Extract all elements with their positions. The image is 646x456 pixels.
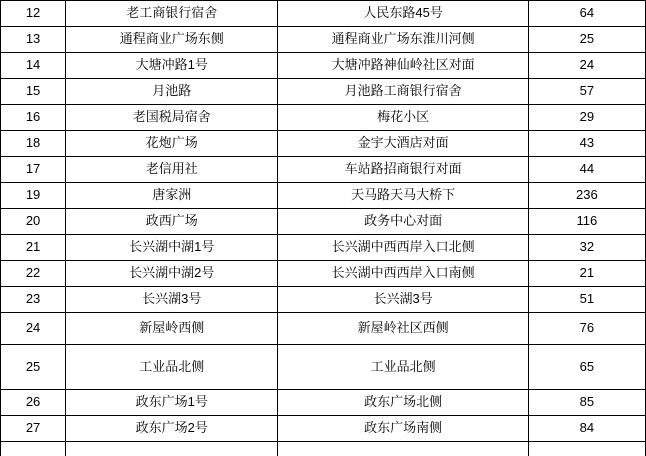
cell-name[interactable]: 月池路 (66, 79, 278, 105)
cell-index[interactable]: 23 (1, 287, 66, 313)
cell-address[interactable]: 月池路工商银行宿舍 (278, 79, 528, 105)
cell-index[interactable]: 20 (1, 209, 66, 235)
cell-count[interactable]: 29 (528, 105, 645, 131)
cell-address[interactable] (278, 442, 528, 456)
cell-count[interactable]: 21 (528, 261, 645, 287)
cell-count[interactable]: 236 (528, 183, 645, 209)
table-row (1, 345, 646, 390)
cell-address[interactable]: 长兴湖中西西岸入口北侧 (278, 235, 528, 261)
table-row (1, 209, 646, 235)
cell-index[interactable]: 18 (1, 131, 66, 157)
cell-address[interactable]: 政东广场南侧 (278, 416, 528, 442)
cell-address[interactable]: 政东广场北侧 (278, 390, 528, 416)
cell-count[interactable]: 43 (528, 131, 645, 157)
table-row (1, 79, 646, 105)
cell-name[interactable]: 政东广场1号 (66, 390, 278, 416)
cell-index[interactable]: 12 (1, 1, 66, 27)
cell-index[interactable]: 25 (1, 345, 66, 390)
cell-name[interactable]: 长兴湖中湖1号 (66, 235, 278, 261)
cell-name[interactable]: 老国税局宿舍 (66, 105, 278, 131)
cell-index[interactable]: 27 (1, 416, 66, 442)
cell-index[interactable]: 13 (1, 27, 66, 53)
table-row (1, 442, 646, 456)
cell-name[interactable]: 通程商业广场东侧 (66, 27, 278, 53)
cell-index[interactable]: 22 (1, 261, 66, 287)
cell-count[interactable] (528, 442, 645, 456)
table-row (1, 287, 646, 313)
cell-name[interactable]: 老信用社 (66, 157, 278, 183)
cell-name[interactable] (66, 442, 278, 456)
cell-name[interactable]: 政西广场 (66, 209, 278, 235)
cell-count[interactable]: 25 (528, 27, 645, 53)
table-row (1, 313, 646, 345)
cell-count[interactable]: 32 (528, 235, 645, 261)
cell-index[interactable]: 16 (1, 105, 66, 131)
table-row (1, 105, 646, 131)
cell-address[interactable]: 政务中心对面 (278, 209, 528, 235)
cell-name[interactable]: 老工商银行宿舍 (66, 1, 278, 27)
cell-name[interactable]: 长兴湖3号 (66, 287, 278, 313)
table-row (1, 235, 646, 261)
cell-index[interactable] (1, 442, 66, 456)
table-row (1, 157, 646, 183)
cell-index[interactable]: 24 (1, 313, 66, 345)
cell-index[interactable]: 26 (1, 390, 66, 416)
cell-address[interactable]: 长兴湖3号 (278, 287, 528, 313)
cell-index[interactable]: 17 (1, 157, 66, 183)
cell-count[interactable]: 65 (528, 345, 645, 390)
table-row (1, 131, 646, 157)
cell-count[interactable]: 84 (528, 416, 645, 442)
table-row (1, 27, 646, 53)
cell-address[interactable]: 长兴湖中西西岸入口南侧 (278, 261, 528, 287)
cell-index[interactable]: 19 (1, 183, 66, 209)
table-row (1, 390, 646, 416)
cell-index[interactable]: 21 (1, 235, 66, 261)
cell-count[interactable]: 116 (528, 209, 645, 235)
cell-count[interactable]: 64 (528, 1, 645, 27)
table-row (1, 53, 646, 79)
cell-address[interactable]: 梅花小区 (278, 105, 528, 131)
cell-index[interactable]: 14 (1, 53, 66, 79)
table-row (1, 261, 646, 287)
table-row (1, 1, 646, 27)
cell-name[interactable]: 工业品北侧 (66, 345, 278, 390)
cell-name[interactable]: 花炮广场 (66, 131, 278, 157)
cell-address[interactable]: 人民东路45号 (278, 1, 528, 27)
cell-name[interactable]: 唐家洲 (66, 183, 278, 209)
cell-name[interactable]: 新屋岭西侧 (66, 313, 278, 345)
cell-count[interactable]: 85 (528, 390, 645, 416)
cell-address[interactable]: 天马路天马大桥下 (278, 183, 528, 209)
cell-index[interactable]: 15 (1, 79, 66, 105)
cell-address[interactable]: 通程商业广场东淮川河侧 (278, 27, 528, 53)
cell-name[interactable]: 长兴湖中湖2号 (66, 261, 278, 287)
cell-address[interactable]: 工业品北侧 (278, 345, 528, 390)
cell-address[interactable]: 新屋岭社区西侧 (278, 313, 528, 345)
table-body (1, 1, 646, 456)
cell-count[interactable]: 57 (528, 79, 645, 105)
cell-address[interactable]: 金宇大酒店对面 (278, 131, 528, 157)
cell-count[interactable]: 44 (528, 157, 645, 183)
table-row (1, 416, 646, 442)
cell-count[interactable]: 24 (528, 53, 645, 79)
cell-count[interactable]: 76 (528, 313, 645, 345)
cell-name[interactable]: 大塘冲路1号 (66, 53, 278, 79)
cell-address[interactable]: 车站路招商银行对面 (278, 157, 528, 183)
cell-count[interactable]: 51 (528, 287, 645, 313)
cell-name[interactable]: 政东广场2号 (66, 416, 278, 442)
table-row (1, 183, 646, 209)
cell-address[interactable]: 大塘冲路神仙岭社区对面 (278, 53, 528, 79)
